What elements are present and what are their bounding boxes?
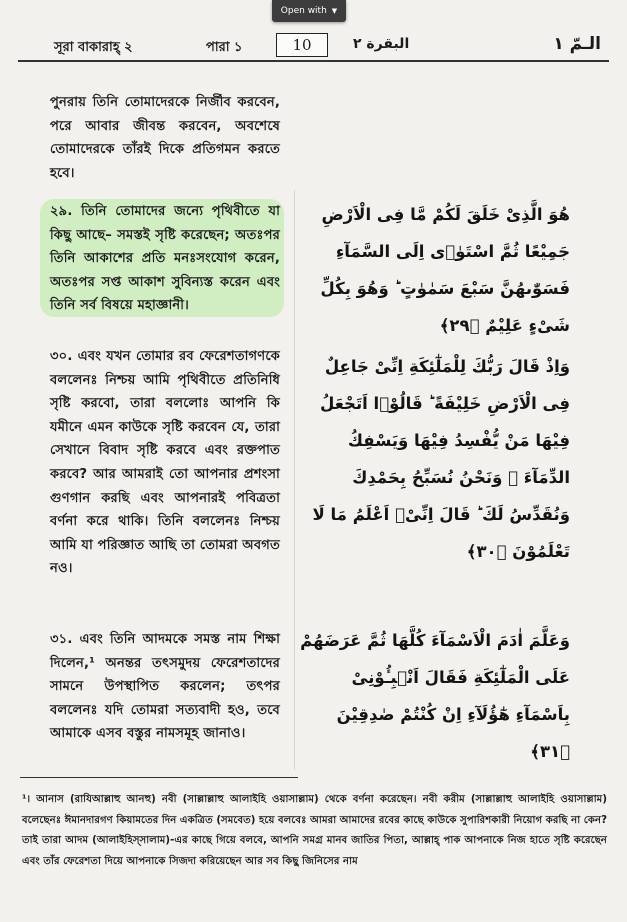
- open-with-label: Open with: [280, 6, 327, 16]
- footnote-divider: [20, 777, 298, 778]
- chevron-down-icon: ▼: [331, 7, 338, 15]
- column-divider: [294, 190, 295, 770]
- para-label: পারা ১: [206, 40, 243, 55]
- surah-title-arabic: البقرة ٢: [353, 36, 410, 52]
- arabic-verse-29: هُوَ الَّذِىْ خَلَقَ لَكُمْ مَّا فِى الْاَرْضِ جَمِيْعًا ثُمَّ اسْتَوٰۤى اِلَى السَّمَآءِ فَسَوّٰىهُنَّ سَبْعَ سَمٰوٰتٍ ؕ وَهُوَ بِكُلِّ شَىْءٍ عَلِيْمٌ ﴿٢٩﴾: [320, 205, 570, 335]
- page-number: 10: [276, 33, 328, 57]
- open-with-button[interactable]: [272, 0, 346, 22]
- footnote-text: ¹। আনাস (রাযিআল্লাহু আনহু) নবী (সাল্লাল্লাহু আলাইহি ওয়াসাল্লাম) থেকে বর্ণনা করেছেন। নবী করীম (সাল্লাল্লাহু আলাইহি ওয়াসাল্লাম) বলেছেনঃ ঈমানদারগণ কিয়ামতের দিন একত্রিত (সমবেত) হয়ে বলবেঃ আমরা আমাদের রবের কাছে কাউকে সুপারিশকারী নিয়োগ করছি না কেন? তাই তারা আদম (আলাইহিস্সালাম)-এর কাছে গিয়ে বলবে, আপনি সমগ্র মানব জাতির পিতা, আল্লাহ্ পাক আপনাকে নিজ হাতে সৃষ্টি করেছেন এবং তাঁর ফেরেশতা দিয়ে আপনাকে সিজদা করিয়েছেন আর সব কিছু জিনিসের নাম: [22, 794, 607, 867]
- bengali-verse-31: ৩১. এবং তিনি আদমকে সমস্ত নাম শিক্ষা দিলেন,¹ অনন্তর তৎসমুদয় ফেরেশতাদের সামনে উপস্থাপিত করলেন; তৎপর বললেনঃ যদি তোমরা সত্যবাদী হও, তবে আমাকে এসব বস্তুর নামসমূহ জানাও।: [50, 632, 280, 742]
- arabic-verse-30: وَاِذْ قَالَ رَبُّكَ لِلْمَلٰٓئِكَةِ اِنِّىْ جَاعِلٌ فِى الْاَرْضِ خَلِيْفَةً ؕ قَالُوْۤا اَتَجْعَلُ فِيْهَا مَنْ يُّفْسِدُ فِيْهَا وَيَسْفِكُ الدِّمَآءَ ۚ وَنَحْنُ نُسَبِّحُ بِحَمْدِكَ وَنُقَدِّسُ لَكَ ؕ قَالَ اِنِّىْۤ اَعْلَمُ مَا لَا تَعْلَمُوْنَ ﴿٣٠﴾: [312, 357, 570, 561]
- bengali-intro-text: পুনরায় তিনি তোমাদেরকে নির্জীব করবেন, পরে আবার জীবন্ত করবেন, অবশেষে তোমাদেরকে তাঁরই দিকে প্রতিগমন করতে হবে।: [50, 95, 280, 181]
- page-header: [18, 30, 609, 62]
- bengali-verse-29: ২৯. তিনি তোমাদের জন্যে পৃথিবীতে যা কিছু আছে– সমস্তই সৃষ্টি করেছেন; অতঃপর তিনি আকাশের প্রতি মনঃসংযোগ করেন, অতঃপর সপ্ত আকাশ সুবিন্যস্ত করেন এবং তিনি সর্ব বিষয়ে মহাজ্ঞানী।: [50, 204, 280, 314]
- surah-title-bengali: সূরা বাকারাহ্ ২: [54, 40, 133, 55]
- bengali-verse-30: ৩০. এবং যখন তোমার রব ফেরেশতাগণকে বললেনঃ নিশ্চয় আমি পৃথিবীতে প্রতিনিধি সৃষ্টি করবো, তারা বললোঃ আপনি কি যমীনে এমন কাউকে সৃষ্টি করবেন যে, তারা সেখানে বিবাদ সৃষ্টি করবে এবং রক্তপাত করবে? আর আমরাই তো আপনার প্রশংসা গুণগান করছি এবং আপনারই পবিত্রতা বর্ণনা করে থাকি। তিনি বললেনঃ নিশ্চয় আমি যা পরিজ্ঞাত আছি তা তোমরা অবগত নও।: [50, 349, 280, 577]
- header-ornament: الـمّ ١: [553, 34, 601, 54]
- arabic-verse-31: وَعَلَّمَ اٰدَمَ الْاَسْمَآءَ كُلَّهَا ثُمَّ عَرَضَهُمْ عَلَى الْمَلٰٓئِكَةِ فَقَالَ اَنْۢبِـُٔوْنِىْ بِاَسْمَآءِ هٰٓؤُلَآءِ اِنْ كُنْتُمْ صٰدِقِيْنَ ﴿٣١﴾: [300, 631, 570, 761]
